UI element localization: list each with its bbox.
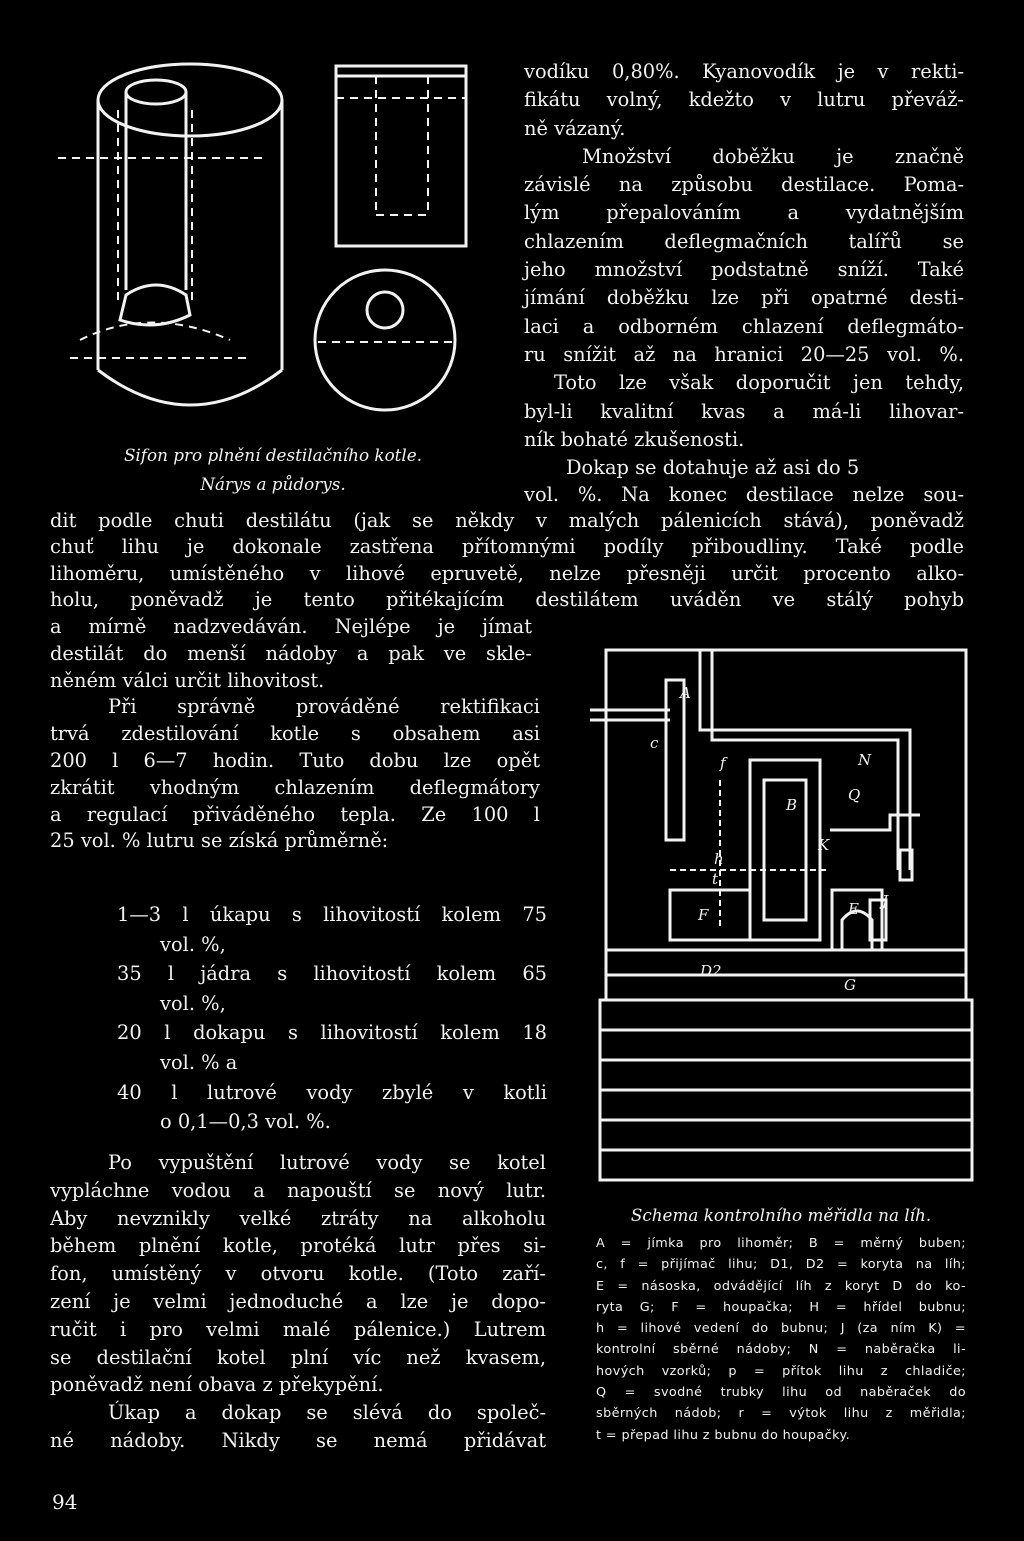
label-Q: Q (848, 786, 861, 804)
list-item: 1—3 l úkapu s lihovitostí kolem 75 (117, 903, 547, 926)
text-line: 25 vol. % lutru se získá průměrně: (50, 829, 389, 853)
label-B: B (786, 796, 798, 814)
text-line: trvá zdestilování kotle s obsahem asi (50, 722, 540, 746)
text-line: poněvadž není obava z překypění. (50, 1373, 384, 1397)
list-item: 40 l lutrové vody zbylé v kotli (117, 1080, 547, 1104)
full-width-text (50, 482, 964, 613)
text-line: něném válci určit lihovitost. (50, 668, 325, 692)
text-line: Toto lze však doporučit jen tehdy, (554, 371, 964, 395)
legend-line: A = jímka pro lihoměr; B = měrný buben; (596, 1236, 966, 1251)
text-line: Úkap a dokap se slévá do společ- (108, 1401, 546, 1425)
text-line: ně vázaný. (524, 116, 626, 140)
legend-line: t = přepad lihu z bubnu do houpačky. (596, 1427, 851, 1443)
label-F: F (698, 906, 709, 924)
text-line: ru snížit až na hranici 20—25 vol. %. (524, 342, 964, 366)
text-line: Aby nevznikly velké ztráty na alkoholu (50, 1206, 546, 1230)
text-line: zkrátit vhodným chlazením deflegmátory (50, 775, 540, 799)
text-line: Po vypuštění lutrové vody se kotel (108, 1151, 546, 1174)
left-column-text (50, 614, 570, 855)
yield-list (117, 900, 547, 1137)
label-J: J (882, 892, 889, 910)
text-line: byl-li kvalitní kvas a má-li lihovar- (524, 399, 964, 423)
figure1-caption-line2: Nárys a půdorys. (200, 473, 346, 494)
text-line: 200 l 6—7 hodin. Tuto dobu lze opět (50, 748, 540, 772)
figure2-caption (596, 1205, 966, 1446)
list-item: o 0,1—0,3 vol. %. (160, 1110, 331, 1134)
label-E: E (848, 900, 859, 918)
list-item: 35 l jádra s lihovitostí kolem 65 (117, 962, 547, 986)
text-line: fikátu volný, kdežto v lutru převáž- (524, 88, 964, 112)
legend-line: c, f = přijímač lihu; D1, D2 = koryta na líh; (596, 1257, 966, 1273)
bottom-paragraph (50, 1149, 546, 1455)
text-line: destilát do menší nádoby a pak ve skle- (50, 641, 532, 665)
text-line: ručit i pro velmi malé pálenice.) Lutrem (50, 1317, 546, 1341)
label-N: N (858, 751, 872, 769)
list-item: 20 l dokapu s lihovitostí kolem 18 (117, 1021, 547, 1045)
text-line: během plnění kotle, protéká lutr přes si- (50, 1234, 546, 1258)
meter-schematic-figure (580, 640, 1000, 1190)
figure1-caption-line1: Sifon pro plnění destilačního kotle. (123, 444, 423, 465)
legend-line: h = lihové vedení do bubnu; J (za ním K) = (596, 1321, 966, 1337)
text-line: né nádoby. Nikdy se nemá přidávat (50, 1428, 546, 1452)
text-line: jeho množství podstatně sníží. Také (524, 258, 964, 282)
legend-line: Q = svodné trubky lihu od naběraček do (596, 1385, 966, 1401)
text-line: jímání doběžku lze při opatrné desti- (524, 286, 964, 310)
text-line: dit podle chuti destilátu (jak se někdy v malých pálenicích stává), poněvadž (50, 509, 964, 533)
legend-line: hových vzorků; p = přítok lihu z chladiče; (596, 1363, 966, 1379)
label-h: h (714, 850, 724, 868)
label-A: A (680, 684, 691, 702)
siphon-figure (40, 40, 510, 460)
label-f: f (720, 754, 726, 772)
text-line: lým přepalováním a vydatnějším (524, 201, 964, 225)
right-column-text (524, 58, 964, 482)
text-line: vypláchne vodou a napouští se nový lutr. (50, 1178, 546, 1202)
text-line: zení je velmi jednoduché a lze je dopo- (50, 1289, 546, 1313)
text-line: lihoměru, umístěného v lihové epruvetě, nelze přesněji určit procento alko- (50, 561, 964, 585)
text-line: a mírně nadzvedáván. Nejlépe je jímat (50, 615, 532, 638)
page-number: 94 (52, 1490, 78, 1514)
figure2-caption-title: Schema kontrolního měřidla na líh. (630, 1205, 932, 1225)
text-line: vol. %. Na konec destilace nelze sou- (524, 483, 964, 506)
text-line: Dokap se dotahuje až asi do 5 (566, 456, 860, 480)
legend-line: E = násoska, odvádějící líh z koryt D do ko- (596, 1278, 966, 1294)
list-item: vol. % a (160, 1050, 238, 1074)
text-line: chlazením deflegmačních talířů se (524, 229, 964, 253)
legend-line: kontrolní sběrné nádoby; N = naběračka li- (596, 1342, 966, 1358)
text-line: ník bohaté zkušenosti. (524, 427, 745, 451)
list-item: vol. %, (160, 932, 226, 956)
text-line: a regulací přiváděného tepla. Ze 100 l (50, 802, 540, 826)
legend-line: sběrných nádob; r = výtok lihu z měřidla; (596, 1406, 966, 1422)
text-line: se destilační kotel plní víc než kvasem, (50, 1345, 546, 1369)
text-line: závislé na způsobu destilace. Poma- (524, 173, 964, 197)
text-line: fon, umístěný v otvoru kotle. (Toto zaří- (50, 1262, 546, 1286)
label-G: G (844, 976, 856, 994)
label-D2: D2 (700, 962, 722, 980)
text-line: laci a odborném chlazení deflegmáto- (524, 314, 964, 338)
label-K: K (818, 836, 830, 854)
label-t: t (712, 870, 719, 888)
text-line: holu, poněvadž je tento přitékajícím destilátem uváděn ve stálý pohyb (50, 587, 964, 611)
text-line: chuť lihu je dokonale zastřena přítomnými podíly přiboudliny. Také podle (50, 535, 964, 559)
legend-line: ryta G; F = houpačka; H = hřídel bubnu; (596, 1299, 966, 1315)
label-c: c (650, 734, 659, 752)
text-line: vodíku 0,80%. Kyanovodík je v rekti- (524, 60, 964, 83)
text-line: Množství doběžku je značně (582, 144, 964, 168)
text-line: Při správně prováděné rektifikaci (108, 695, 540, 719)
list-item: vol. %, (160, 991, 226, 1015)
